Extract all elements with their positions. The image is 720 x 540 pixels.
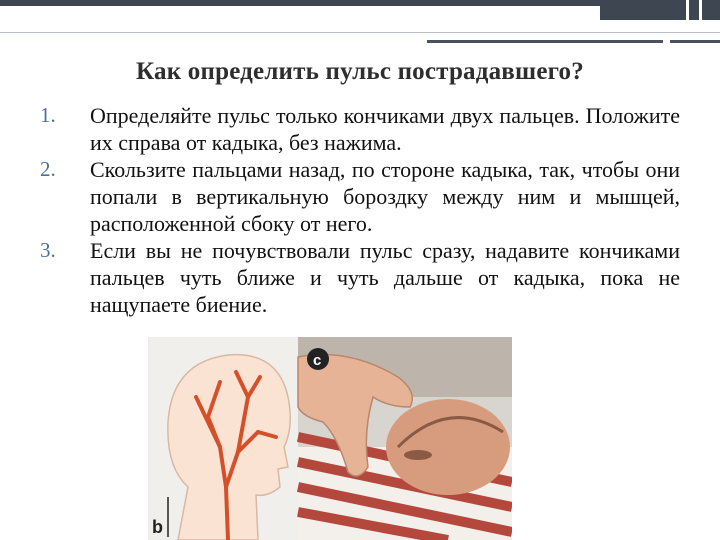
list-number: 2. [40,157,56,181]
eye [404,450,432,460]
top-decorative-bar [0,0,720,10]
header-accent-line [670,40,720,43]
pulse-illustration [148,337,512,540]
list-text: Скользите пальцами назад, по стороне кадыка, так, чтобы они попали в вертикальную бороздку между ним и мышцей, расположенной сбоку от него. [90,157,680,236]
top-divider [0,32,720,33]
illustration-svg [148,337,512,540]
top-bar-segment [702,0,720,20]
list-number: 1. [40,103,56,127]
list-text: Если вы не почувствовали пульс сразу, надавите кончиками пальцев чуть ближе и чуть дальше от кадыка, пока не нащупаете биение. [90,238,680,317]
instruction-list [40,102,680,318]
label-c: c [313,352,322,369]
label-b: b [152,517,163,537]
top-bar-segment [600,0,686,20]
header-accent-line [427,40,663,43]
list-item [40,237,680,318]
slide-title: Как определить пульс пострадавшего? [136,58,584,85]
list-item [40,102,680,156]
top-bar-segment [689,0,699,20]
list-text: Определяйте пульс только кончиками двух пальцев. Положите их справа от кадыка, без нажима. [90,103,680,155]
list-number: 3. [40,238,56,262]
list-item [40,156,680,237]
face [386,399,510,495]
